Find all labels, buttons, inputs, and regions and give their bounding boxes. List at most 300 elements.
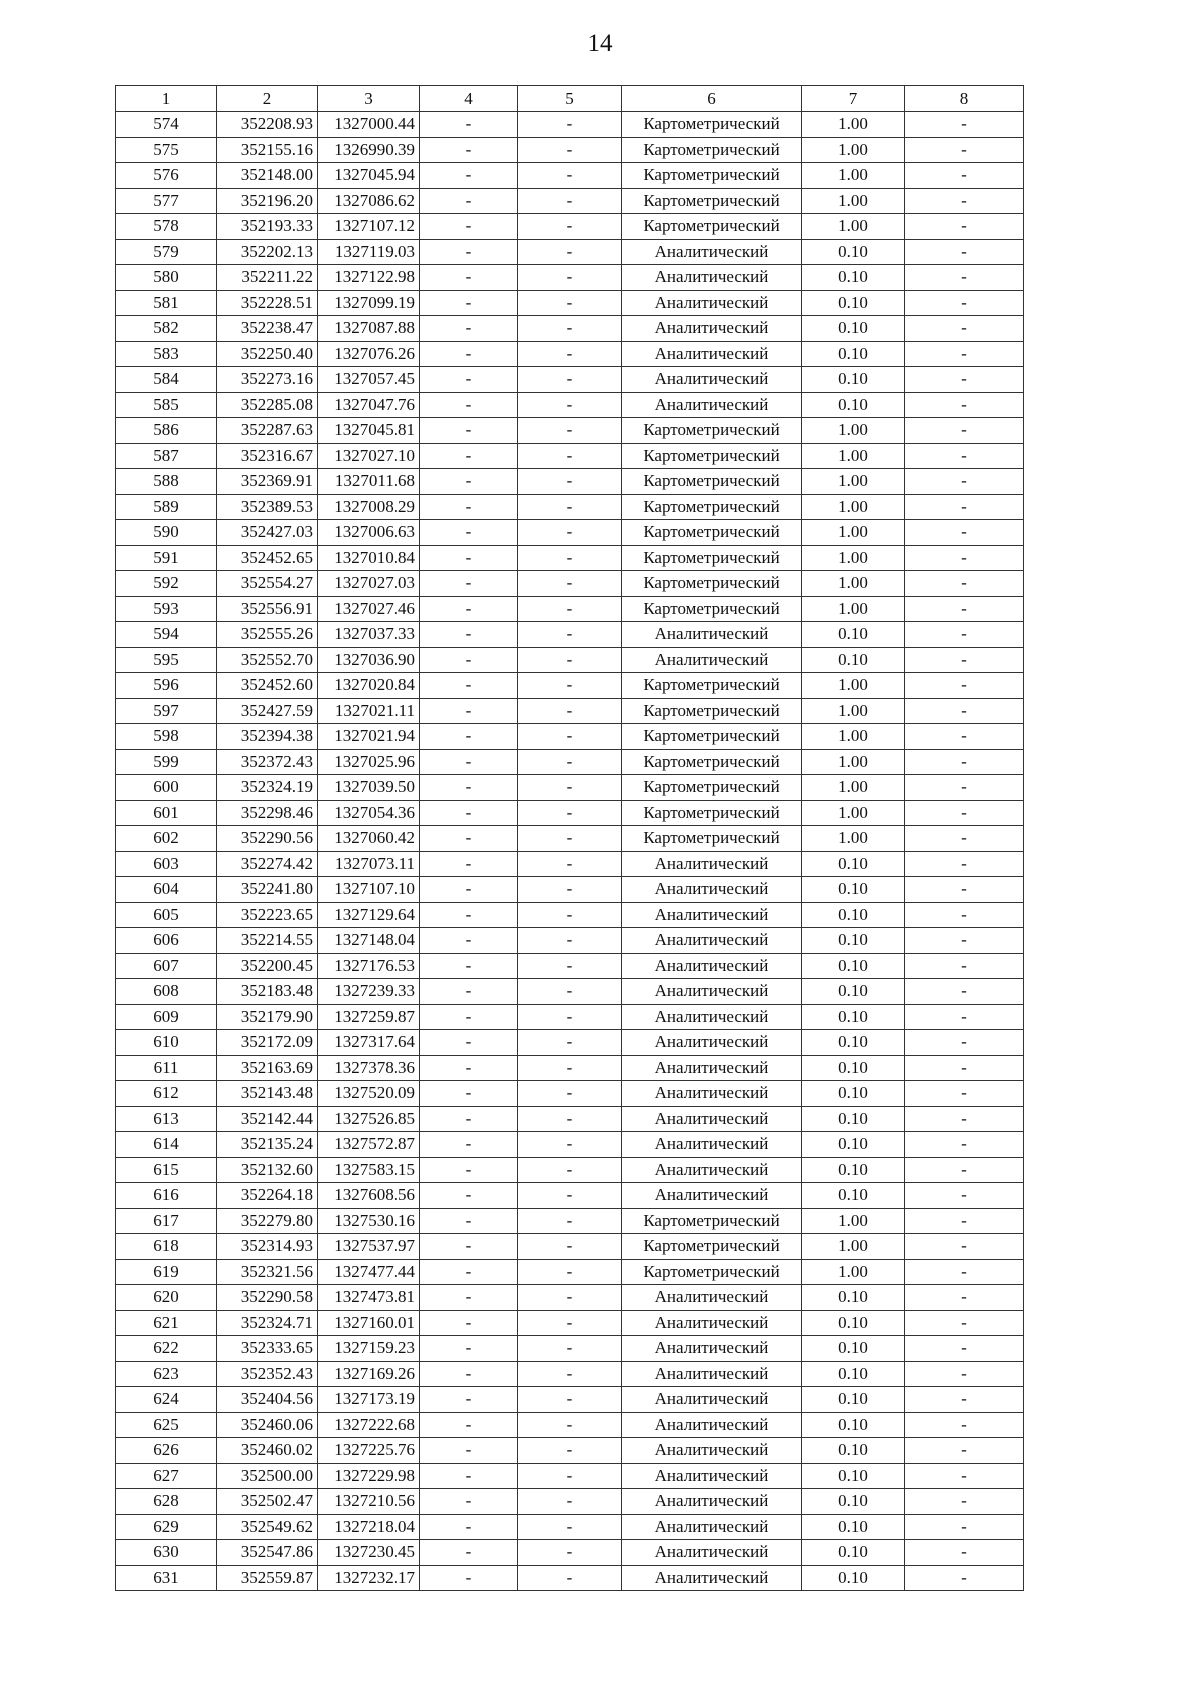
col-8-value-cell: - xyxy=(905,953,1024,979)
coordinate-y-cell: 1327099.19 xyxy=(318,290,420,316)
col-5-value-cell: - xyxy=(518,545,622,571)
method-cell: Картометрический xyxy=(622,545,802,571)
col-5-value-cell: - xyxy=(518,469,622,495)
col-5-value-cell: - xyxy=(518,1387,622,1413)
method-cell: Аналитический xyxy=(622,1387,802,1413)
col-4-value-cell: - xyxy=(420,520,518,546)
point-number-cell: 592 xyxy=(116,571,217,597)
method-cell: Картометрический xyxy=(622,596,802,622)
method-cell: Аналитический xyxy=(622,979,802,1005)
col-8-value-cell: - xyxy=(905,341,1024,367)
table-row xyxy=(116,1463,1024,1489)
col-8-value-cell: - xyxy=(905,188,1024,214)
col-4-value-cell: - xyxy=(420,290,518,316)
coordinate-y-cell: 1327060.42 xyxy=(318,826,420,852)
col-5-value-cell: - xyxy=(518,571,622,597)
col-8-value-cell: - xyxy=(905,163,1024,189)
coordinate-x-cell: 352274.42 xyxy=(217,851,318,877)
col-4-value-cell: - xyxy=(420,953,518,979)
table-row xyxy=(116,1183,1024,1209)
coordinate-y-cell: 1327378.36 xyxy=(318,1055,420,1081)
coordinate-x-cell: 352238.47 xyxy=(217,316,318,342)
accuracy-cell: 1.00 xyxy=(802,137,905,163)
table-row xyxy=(116,1259,1024,1285)
point-number-cell: 580 xyxy=(116,265,217,291)
col-5-value-cell: - xyxy=(518,1183,622,1209)
column-header: 5 xyxy=(518,86,622,112)
coordinate-x-cell: 352132.60 xyxy=(217,1157,318,1183)
coordinate-y-cell: 1327526.85 xyxy=(318,1106,420,1132)
table-row xyxy=(116,622,1024,648)
col-8-value-cell: - xyxy=(905,1055,1024,1081)
method-cell: Аналитический xyxy=(622,1106,802,1132)
col-5-value-cell: - xyxy=(518,1438,622,1464)
col-8-value-cell: - xyxy=(905,724,1024,750)
coordinate-y-cell: 1327054.36 xyxy=(318,800,420,826)
col-5-value-cell: - xyxy=(518,826,622,852)
accuracy-cell: 0.10 xyxy=(802,316,905,342)
coordinate-x-cell: 352179.90 xyxy=(217,1004,318,1030)
accuracy-cell: 1.00 xyxy=(802,188,905,214)
coordinate-y-cell: 1327076.26 xyxy=(318,341,420,367)
table-row xyxy=(116,265,1024,291)
coordinate-x-cell: 352183.48 xyxy=(217,979,318,1005)
table-row xyxy=(116,316,1024,342)
coordinate-x-cell: 352555.26 xyxy=(217,622,318,648)
col-4-value-cell: - xyxy=(420,571,518,597)
column-header: 8 xyxy=(905,86,1024,112)
method-cell: Картометрический xyxy=(622,800,802,826)
accuracy-cell: 0.10 xyxy=(802,1310,905,1336)
point-number-cell: 614 xyxy=(116,1132,217,1158)
accuracy-cell: 0.10 xyxy=(802,1004,905,1030)
column-header: 1 xyxy=(116,86,217,112)
point-number-cell: 594 xyxy=(116,622,217,648)
table-row xyxy=(116,698,1024,724)
point-number-cell: 597 xyxy=(116,698,217,724)
method-cell: Аналитический xyxy=(622,928,802,954)
col-5-value-cell: - xyxy=(518,392,622,418)
column-header: 3 xyxy=(318,86,420,112)
col-8-value-cell: - xyxy=(905,749,1024,775)
method-cell: Аналитический xyxy=(622,622,802,648)
coordinate-y-cell: 1327045.81 xyxy=(318,418,420,444)
coordinate-x-cell: 352155.16 xyxy=(217,137,318,163)
accuracy-cell: 0.10 xyxy=(802,1157,905,1183)
coordinate-y-cell: 1327010.84 xyxy=(318,545,420,571)
point-number-cell: 590 xyxy=(116,520,217,546)
col-5-value-cell: - xyxy=(518,698,622,724)
point-number-cell: 577 xyxy=(116,188,217,214)
point-number-cell: 618 xyxy=(116,1234,217,1260)
table-row xyxy=(116,494,1024,520)
table-row xyxy=(116,1514,1024,1540)
coordinate-y-cell: 1327037.33 xyxy=(318,622,420,648)
coordinate-y-cell: 1327572.87 xyxy=(318,1132,420,1158)
table-row xyxy=(116,1106,1024,1132)
coordinate-y-cell: 1327047.76 xyxy=(318,392,420,418)
col-4-value-cell: - xyxy=(420,1540,518,1566)
point-number-cell: 611 xyxy=(116,1055,217,1081)
col-8-value-cell: - xyxy=(905,367,1024,393)
col-5-value-cell: - xyxy=(518,596,622,622)
method-cell: Аналитический xyxy=(622,1336,802,1362)
coordinate-y-cell: 1327169.26 xyxy=(318,1361,420,1387)
col-8-value-cell: - xyxy=(905,214,1024,240)
table-header-row xyxy=(116,86,1024,112)
coordinate-y-cell: 1327027.10 xyxy=(318,443,420,469)
point-number-cell: 630 xyxy=(116,1540,217,1566)
col-8-value-cell: - xyxy=(905,1438,1024,1464)
accuracy-cell: 0.10 xyxy=(802,392,905,418)
coordinate-y-cell: 1327239.33 xyxy=(318,979,420,1005)
table-row xyxy=(116,392,1024,418)
accuracy-cell: 0.10 xyxy=(802,265,905,291)
coordinate-y-cell: 1327583.15 xyxy=(318,1157,420,1183)
col-8-value-cell: - xyxy=(905,851,1024,877)
accuracy-cell: 0.10 xyxy=(802,902,905,928)
table-row xyxy=(116,1055,1024,1081)
table-row xyxy=(116,367,1024,393)
coordinate-y-cell: 1327232.17 xyxy=(318,1565,420,1591)
method-cell: Аналитический xyxy=(622,902,802,928)
point-number-cell: 621 xyxy=(116,1310,217,1336)
column-header: 6 xyxy=(622,86,802,112)
col-5-value-cell: - xyxy=(518,775,622,801)
table-row xyxy=(116,826,1024,852)
table-row xyxy=(116,1310,1024,1336)
point-number-cell: 574 xyxy=(116,112,217,138)
coordinate-x-cell: 352211.22 xyxy=(217,265,318,291)
table-row xyxy=(116,851,1024,877)
col-4-value-cell: - xyxy=(420,1387,518,1413)
col-4-value-cell: - xyxy=(420,1336,518,1362)
col-8-value-cell: - xyxy=(905,1285,1024,1311)
col-5-value-cell: - xyxy=(518,724,622,750)
coordinate-y-cell: 1327129.64 xyxy=(318,902,420,928)
col-4-value-cell: - xyxy=(420,1183,518,1209)
col-8-value-cell: - xyxy=(905,1030,1024,1056)
method-cell: Аналитический xyxy=(622,1055,802,1081)
point-number-cell: 602 xyxy=(116,826,217,852)
col-4-value-cell: - xyxy=(420,1361,518,1387)
table-row xyxy=(116,673,1024,699)
col-8-value-cell: - xyxy=(905,1565,1024,1591)
accuracy-cell: 0.10 xyxy=(802,622,905,648)
col-8-value-cell: - xyxy=(905,698,1024,724)
coordinate-x-cell: 352202.13 xyxy=(217,239,318,265)
method-cell: Аналитический xyxy=(622,239,802,265)
point-number-cell: 600 xyxy=(116,775,217,801)
coordinate-x-cell: 352452.60 xyxy=(217,673,318,699)
coordinate-x-cell: 352452.65 xyxy=(217,545,318,571)
method-cell: Аналитический xyxy=(622,1310,802,1336)
table-row xyxy=(116,1565,1024,1591)
coordinates-table xyxy=(115,85,1024,1591)
point-number-cell: 629 xyxy=(116,1514,217,1540)
table-row xyxy=(116,188,1024,214)
col-5-value-cell: - xyxy=(518,443,622,469)
point-number-cell: 595 xyxy=(116,647,217,673)
method-cell: Аналитический xyxy=(622,367,802,393)
table-row xyxy=(116,775,1024,801)
col-8-value-cell: - xyxy=(905,1463,1024,1489)
coordinate-x-cell: 352200.45 xyxy=(217,953,318,979)
col-5-value-cell: - xyxy=(518,1259,622,1285)
col-8-value-cell: - xyxy=(905,673,1024,699)
col-8-value-cell: - xyxy=(905,1004,1024,1030)
method-cell: Картометрический xyxy=(622,1208,802,1234)
point-number-cell: 613 xyxy=(116,1106,217,1132)
accuracy-cell: 1.00 xyxy=(802,800,905,826)
point-number-cell: 588 xyxy=(116,469,217,495)
coordinate-x-cell: 352404.56 xyxy=(217,1387,318,1413)
table-row xyxy=(116,571,1024,597)
col-8-value-cell: - xyxy=(905,290,1024,316)
col-4-value-cell: - xyxy=(420,1565,518,1591)
point-number-cell: 606 xyxy=(116,928,217,954)
col-4-value-cell: - xyxy=(420,1004,518,1030)
col-5-value-cell: - xyxy=(518,1285,622,1311)
col-5-value-cell: - xyxy=(518,647,622,673)
col-8-value-cell: - xyxy=(905,265,1024,291)
col-8-value-cell: - xyxy=(905,1234,1024,1260)
method-cell: Картометрический xyxy=(622,749,802,775)
accuracy-cell: 0.10 xyxy=(802,1132,905,1158)
method-cell: Аналитический xyxy=(622,1565,802,1591)
coordinate-x-cell: 352290.58 xyxy=(217,1285,318,1311)
page-number: 14 xyxy=(587,30,613,57)
point-number-cell: 586 xyxy=(116,418,217,444)
col-5-value-cell: - xyxy=(518,188,622,214)
coordinate-y-cell: 1327027.03 xyxy=(318,571,420,597)
accuracy-cell: 0.10 xyxy=(802,290,905,316)
point-number-cell: 601 xyxy=(116,800,217,826)
coordinate-x-cell: 352298.46 xyxy=(217,800,318,826)
col-5-value-cell: - xyxy=(518,137,622,163)
col-4-value-cell: - xyxy=(420,1438,518,1464)
accuracy-cell: 0.10 xyxy=(802,1463,905,1489)
method-cell: Картометрический xyxy=(622,112,802,138)
point-number-cell: 603 xyxy=(116,851,217,877)
coordinate-x-cell: 352352.43 xyxy=(217,1361,318,1387)
col-5-value-cell: - xyxy=(518,928,622,954)
point-number-cell: 578 xyxy=(116,214,217,240)
coordinate-y-cell: 1327021.11 xyxy=(318,698,420,724)
col-8-value-cell: - xyxy=(905,1183,1024,1209)
coordinate-x-cell: 352208.93 xyxy=(217,112,318,138)
col-5-value-cell: - xyxy=(518,1514,622,1540)
table-row xyxy=(116,647,1024,673)
point-number-cell: 596 xyxy=(116,673,217,699)
coordinate-x-cell: 352142.44 xyxy=(217,1106,318,1132)
method-cell: Аналитический xyxy=(622,1361,802,1387)
coordinate-y-cell: 1327086.62 xyxy=(318,188,420,214)
method-cell: Аналитический xyxy=(622,1412,802,1438)
col-8-value-cell: - xyxy=(905,902,1024,928)
coordinate-y-cell: 1327000.44 xyxy=(318,112,420,138)
coordinate-y-cell: 1327119.03 xyxy=(318,239,420,265)
col-4-value-cell: - xyxy=(420,316,518,342)
coordinate-y-cell: 1327259.87 xyxy=(318,1004,420,1030)
col-4-value-cell: - xyxy=(420,1310,518,1336)
method-cell: Аналитический xyxy=(622,647,802,673)
col-5-value-cell: - xyxy=(518,1463,622,1489)
col-4-value-cell: - xyxy=(420,596,518,622)
col-5-value-cell: - xyxy=(518,1106,622,1132)
coordinate-y-cell: 1327229.98 xyxy=(318,1463,420,1489)
table-row xyxy=(116,520,1024,546)
col-5-value-cell: - xyxy=(518,265,622,291)
col-4-value-cell: - xyxy=(420,469,518,495)
coordinate-x-cell: 352279.80 xyxy=(217,1208,318,1234)
col-8-value-cell: - xyxy=(905,1208,1024,1234)
col-4-value-cell: - xyxy=(420,826,518,852)
col-8-value-cell: - xyxy=(905,494,1024,520)
col-5-value-cell: - xyxy=(518,622,622,648)
table-row xyxy=(116,1004,1024,1030)
coordinate-y-cell: 1327107.12 xyxy=(318,214,420,240)
accuracy-cell: 1.00 xyxy=(802,1234,905,1260)
col-4-value-cell: - xyxy=(420,1412,518,1438)
coordinate-y-cell: 1326990.39 xyxy=(318,137,420,163)
col-8-value-cell: - xyxy=(905,137,1024,163)
coordinate-y-cell: 1327530.16 xyxy=(318,1208,420,1234)
coordinate-x-cell: 352290.56 xyxy=(217,826,318,852)
coordinate-x-cell: 352273.16 xyxy=(217,367,318,393)
point-number-cell: 624 xyxy=(116,1387,217,1413)
method-cell: Аналитический xyxy=(622,1463,802,1489)
table-row xyxy=(116,724,1024,750)
column-header: 2 xyxy=(217,86,318,112)
col-4-value-cell: - xyxy=(420,1157,518,1183)
col-5-value-cell: - xyxy=(518,367,622,393)
accuracy-cell: 0.10 xyxy=(802,1514,905,1540)
col-8-value-cell: - xyxy=(905,1132,1024,1158)
table-row xyxy=(116,163,1024,189)
method-cell: Аналитический xyxy=(622,1183,802,1209)
method-cell: Аналитический xyxy=(622,1514,802,1540)
col-5-value-cell: - xyxy=(518,1234,622,1260)
accuracy-cell: 1.00 xyxy=(802,520,905,546)
col-5-value-cell: - xyxy=(518,112,622,138)
col-5-value-cell: - xyxy=(518,1004,622,1030)
accuracy-cell: 0.10 xyxy=(802,928,905,954)
point-number-cell: 605 xyxy=(116,902,217,928)
accuracy-cell: 1.00 xyxy=(802,673,905,699)
accuracy-cell: 0.10 xyxy=(802,1081,905,1107)
col-5-value-cell: - xyxy=(518,1030,622,1056)
col-8-value-cell: - xyxy=(905,1081,1024,1107)
col-4-value-cell: - xyxy=(420,443,518,469)
col-8-value-cell: - xyxy=(905,1157,1024,1183)
table-row xyxy=(116,137,1024,163)
coordinate-y-cell: 1327036.90 xyxy=(318,647,420,673)
table-row xyxy=(116,418,1024,444)
table-row xyxy=(116,1489,1024,1515)
point-number-cell: 584 xyxy=(116,367,217,393)
col-8-value-cell: - xyxy=(905,1514,1024,1540)
coordinate-x-cell: 352324.19 xyxy=(217,775,318,801)
coordinate-y-cell: 1327222.68 xyxy=(318,1412,420,1438)
col-5-value-cell: - xyxy=(518,290,622,316)
col-4-value-cell: - xyxy=(420,1208,518,1234)
accuracy-cell: 0.10 xyxy=(802,341,905,367)
point-number-cell: 587 xyxy=(116,443,217,469)
col-8-value-cell: - xyxy=(905,979,1024,1005)
method-cell: Аналитический xyxy=(622,316,802,342)
coordinate-y-cell: 1327122.98 xyxy=(318,265,420,291)
coordinate-x-cell: 352228.51 xyxy=(217,290,318,316)
col-8-value-cell: - xyxy=(905,571,1024,597)
col-5-value-cell: - xyxy=(518,1565,622,1591)
method-cell: Картометрический xyxy=(622,163,802,189)
coordinate-x-cell: 352394.38 xyxy=(217,724,318,750)
col-5-value-cell: - xyxy=(518,214,622,240)
col-8-value-cell: - xyxy=(905,392,1024,418)
accuracy-cell: 0.10 xyxy=(802,1412,905,1438)
accuracy-cell: 1.00 xyxy=(802,545,905,571)
col-8-value-cell: - xyxy=(905,800,1024,826)
table-row xyxy=(116,902,1024,928)
method-cell: Аналитический xyxy=(622,877,802,903)
coordinate-y-cell: 1327176.53 xyxy=(318,953,420,979)
point-number-cell: 617 xyxy=(116,1208,217,1234)
coordinate-x-cell: 352460.02 xyxy=(217,1438,318,1464)
coordinate-y-cell: 1327039.50 xyxy=(318,775,420,801)
accuracy-cell: 1.00 xyxy=(802,749,905,775)
table-row xyxy=(116,1030,1024,1056)
point-number-cell: 604 xyxy=(116,877,217,903)
table-row xyxy=(116,1285,1024,1311)
coordinate-x-cell: 352163.69 xyxy=(217,1055,318,1081)
method-cell: Аналитический xyxy=(622,1540,802,1566)
method-cell: Картометрический xyxy=(622,775,802,801)
coordinate-x-cell: 352264.18 xyxy=(217,1183,318,1209)
col-4-value-cell: - xyxy=(420,1132,518,1158)
table-row xyxy=(116,596,1024,622)
col-8-value-cell: - xyxy=(905,443,1024,469)
table-row xyxy=(116,1132,1024,1158)
col-8-value-cell: - xyxy=(905,1489,1024,1515)
col-4-value-cell: - xyxy=(420,749,518,775)
col-8-value-cell: - xyxy=(905,520,1024,546)
col-4-value-cell: - xyxy=(420,163,518,189)
accuracy-cell: 1.00 xyxy=(802,214,905,240)
table-row xyxy=(116,1234,1024,1260)
col-5-value-cell: - xyxy=(518,1157,622,1183)
point-number-cell: 599 xyxy=(116,749,217,775)
col-4-value-cell: - xyxy=(420,673,518,699)
table-row xyxy=(116,1157,1024,1183)
col-5-value-cell: - xyxy=(518,1412,622,1438)
col-4-value-cell: - xyxy=(420,1234,518,1260)
table-row xyxy=(116,953,1024,979)
table-row xyxy=(116,443,1024,469)
coordinate-y-cell: 1327520.09 xyxy=(318,1081,420,1107)
coordinate-x-cell: 352333.65 xyxy=(217,1336,318,1362)
col-5-value-cell: - xyxy=(518,1055,622,1081)
col-4-value-cell: - xyxy=(420,188,518,214)
col-4-value-cell: - xyxy=(420,1081,518,1107)
accuracy-cell: 0.10 xyxy=(802,1285,905,1311)
col-4-value-cell: - xyxy=(420,137,518,163)
col-5-value-cell: - xyxy=(518,163,622,189)
coordinate-x-cell: 352285.08 xyxy=(217,392,318,418)
column-header: 4 xyxy=(420,86,518,112)
coordinate-x-cell: 352427.03 xyxy=(217,520,318,546)
coordinate-x-cell: 352172.09 xyxy=(217,1030,318,1056)
